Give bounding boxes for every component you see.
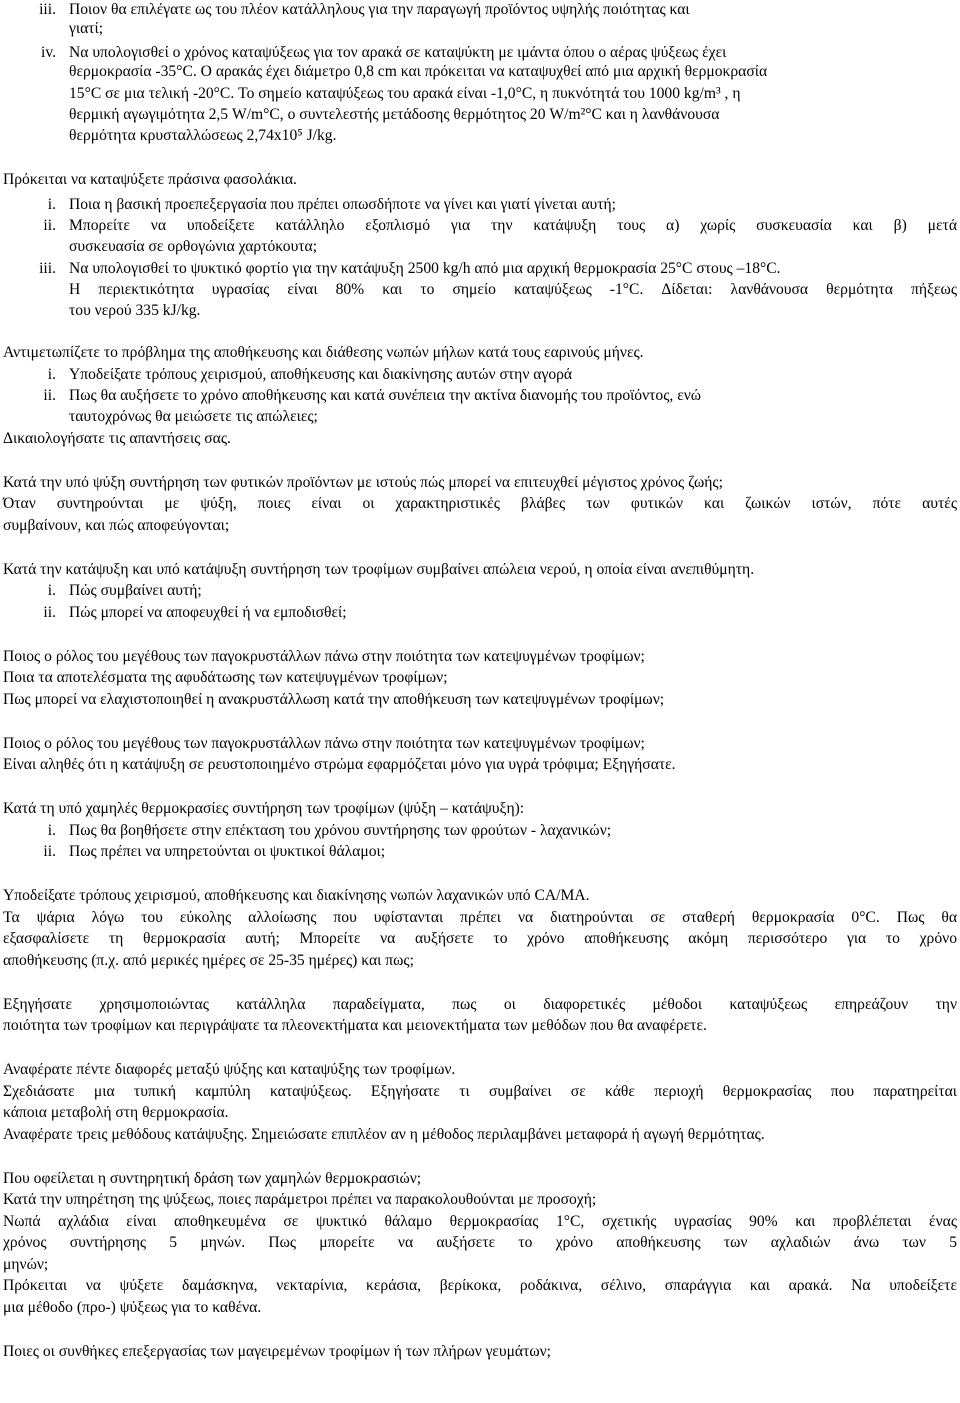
line-text: Δικαιολογήσατε τις απαντήσεις σας.: [3, 430, 231, 447]
line-text: συμβαίνουν, και πώς αποφεύγονται;: [3, 517, 230, 534]
line-text: Πρόκειται να ψύξετε δαμάσκηνα, νεκταρίνια, κεράσια, βερίκοκα, ροδάκινα, σέλινο, σπαράγγια και αρακά. Να υποδείξετε: [3, 1277, 957, 1294]
line-text: μηνών;: [3, 1256, 49, 1273]
line-text: Κατά την κατάψυξη και υπό κατάψυξη συντήρηση των τροφίμων συμβαίνει απώλεια νερού, η οποία είναι ανεπιθύμητη.: [3, 561, 755, 578]
line-text: Πρόκειται να καταψύξετε πράσινα φασολάκια.: [3, 171, 297, 188]
line-text: μια μέθοδο (προ-) ψύξεως για το καθένα.: [3, 1299, 262, 1316]
line-text: Υποδείξατε τρόπους χειρισμού, αποθήκευσης και διακίνησης αυτών στην αγορά: [69, 366, 573, 383]
line-text: Ποιον θα επιλέγατε ως του πλέον κατάλληλους για την παραγωγή προϊόντος υψηλής ποιότητας και: [69, 1, 690, 18]
line-text: Τα ψάρια λόγω του εύκολης αλλοίωσης που υφίστανται πρέπει να διατηρούνται σε σταθερή θερμοκρασία 0°C. Πως θα: [3, 909, 957, 926]
line-text: Σχεδιάσατε μια τυπική καμπύλη καταψύξεως. Εξηγήσατε τι συμβαίνει σε κάθε περιοχή θερμοκρασίας που παρατηρείται: [3, 1083, 957, 1100]
line-text: ποιότητα των τροφίμων και περιγράψατε τα πλεονεκτήματα και μειονεκτήματα των μεθόδων που θα αναφέρετε.: [3, 1017, 707, 1034]
line-text: Να υπολογισθεί ο χρόνος καταψύξεως για τον αρακά σε καταψύκτη με ιμάντα όπου ο αέρας ψύξεως έχει: [69, 44, 727, 61]
line-text: γιατί;: [69, 20, 104, 37]
line-text: συσκευασία σε ορθογώνια χαρτόκουτα;: [69, 238, 318, 255]
item-number: ii.: [43, 387, 56, 404]
line-text: θερμική αγωγιμότητα 2,5 W/m°C, ο συντελεστής μετάδοσης θερμότητος 20 W/m²°C και η λανθάνουσα: [69, 106, 720, 123]
line-text: 15°C σε μια τελική -20°C. Το σημείο καταψύξεως του αρακά είναι -1,0°C, η πυκνότητά του 1000 kg/m³ , η: [69, 85, 741, 102]
line-text: εξασφαλίσετε τη θερμοκρασία αυτή; Μπορείτε να αυξήσετε το χρόνο αποθήκευσης ακόμη περισσότερο για το χρόνο: [3, 930, 957, 947]
line-text: θερμότητα κρυσταλλώσεως 2,74x10⁵ J/kg.: [69, 127, 337, 144]
line-text: Αναφέρατε πέντε διαφορές μεταξύ ψύξης και καταψύξης των τροφίμων.: [3, 1061, 456, 1078]
line-text: Πως θα αυξήσετε το χρόνο αποθήκευσης και κατά συνέπεια την ακτίνα διανομής του προϊόντος, ενώ: [69, 387, 702, 404]
line-text: Πως θα βοηθήσετε στην επέκταση του χρόνου συντήρησης των φρούτων - λαχανικών;: [69, 822, 612, 839]
line-text: θερμοκρασία -35°C. Ο αρακάς έχει διάμετρο 0,8 cm και πρόκειται να καταψυχθεί από μια αρχική θερμοκρασία: [69, 63, 768, 80]
item-number: ii.: [43, 843, 56, 860]
line-text: κάποια μεταβολή στη θερμοκρασία.: [3, 1104, 229, 1121]
item-number: i.: [47, 582, 56, 599]
line-text: Ποιος ο ρόλος του μεγέθους των παγοκρυστάλλων πάνω στην ποιότητα των κατεψυγμένων τροφίμων;: [3, 735, 645, 752]
line-text: Αναφέρατε τρεις μεθόδους κατάψυξης. Σημειώσατε επιπλέον αν η μέθοδος περιλαμβάνει μεταφορά ή αγωγή θερμότητας.: [3, 1126, 765, 1143]
item-number: ii.: [43, 217, 56, 234]
line-text: Νωπά αχλάδια είναι αποθηκευμένα σε ψυκτικό θάλαμο θερμοκρασίας 1°C, σχετικής υγρασίας 90% και προβλέπεται ένας: [3, 1213, 957, 1230]
item-number: iii.: [39, 1, 56, 18]
line-text: Αντιμετωπίζετε το πρόβλημα της αποθήκευσης και διάθεσης νωπών μήλων κατά τους εαρινούς μήνες.: [3, 344, 644, 361]
line-text: Κατά την υπό ψύξη συντήρηση των φυτικών προϊόντων με ιστούς πώς μπορεί να επιτευχθεί μέγιστος χρόνος ζωής;: [3, 474, 723, 491]
line-text: Είναι αληθές ότι η κατάψυξη σε ρευστοποιημένο στρώμα εφαρμόζεται μόνο για υγρά τρόφιμα; Εξηγήσατε.: [3, 756, 676, 773]
line-text: Πώς μπορεί να αποφευχθεί ή να εμποδισθεί;: [69, 604, 347, 621]
item-number: ii.: [43, 604, 56, 621]
line-text: Να υπολογισθεί το ψυκτικό φορτίο για την κατάψυξη 2500 kg/h από μια αρχική θερμοκρασία 25°C στους –18°C.: [69, 260, 781, 277]
line-text: του νερού 335 kJ/kg.: [69, 302, 201, 319]
line-text: Ποιος ο ρόλος του μεγέθους των παγοκρυστάλλων πάνω στην ποιότητα των κατεψυγμένων τροφίμων;: [3, 648, 645, 665]
item-number: iii.: [39, 260, 56, 277]
line-text: ταυτοχρόνως θα μειώσετε τις απώλειες;: [69, 408, 318, 425]
item-number: i.: [47, 366, 56, 383]
line-text: Πως μπορεί να ελαχιστοποιηθεί η ανακρυστάλλωση κατά την αποθήκευση των κατεψυγμένων τροφίμων;: [3, 691, 665, 708]
line-text: Ποιες οι συνθήκες επεξεργασίας των μαγειρεμένων τροφίμων ή των πλήρων γευμάτων;: [3, 1343, 552, 1360]
line-text: Ποια τα αποτελέσματα της αφυδάτωσης των κατεψυγμένων τροφίμων;: [3, 669, 448, 686]
line-text: Πώς συμβαίνει αυτή;: [69, 582, 202, 599]
line-text: Που οφείλεται η συντηρητική δράση των χαμηλών θερμοκρασιών;: [3, 1170, 422, 1187]
line-text: Ποια η βασική προεπεξεργασία που πρέπει οπωσδήποτε να γίνει και γιατί γίνεται αυτή;: [69, 196, 617, 213]
item-number: i.: [47, 196, 56, 213]
item-number: i.: [47, 822, 56, 839]
line-text: αποθήκευσης (π.χ. από μερικές ημέρες σε 25-35 ημέρες) και πως;: [3, 952, 414, 969]
line-text: Όταν συντηρούνται με ψύξη, ποιες είναι οι χαρακτηριστικές βλάβες των φυτικών και ζωικών ιστών, πότε αυτές: [3, 495, 957, 512]
line-text: Υποδείξατε τρόπους χειρισμού, αποθήκευσης και διακίνησης νωπών λαχανικών υπό CA/MA.: [3, 887, 590, 904]
line-text: Πως πρέπει να υπηρετούνται οι ψυκτικοί θάλαμοι;: [69, 843, 386, 860]
line-text: Κατά τη υπό χαμηλές θερμοκρασίες συντήρηση των τροφίμων (ψύξη – κατάψυξη):: [3, 800, 525, 817]
line-text: χρόνος συντήρησης 5 μηνών. Πως μπορείτε να αυξήσετε το χρόνο αποθήκευσης των αχλαδιών άνω των 5: [3, 1234, 957, 1251]
line-text: Κατά την υπηρέτηση της ψύξεως, ποιες παράμετροι πρέπει να παρακολουθούνται με προσοχή;: [3, 1191, 597, 1208]
line-text: Μπορείτε να υποδείξετε κατάλληλο εξοπλισμό για την κατάψυξη τους α) χωρίς συσκευασία και β) μετά: [69, 217, 957, 234]
line-text: Η περιεκτικότητα υγρασίας είναι 80% και το σημείο καταψύξεως -1°C. Δίδεται: λανθάνουσα θερμότητα πήξεως: [69, 281, 957, 298]
line-text: Εξηγήσατε χρησιμοποιώντας κατάλληλα παραδείγματα, πως οι διαφορετικές μέθοδοι καταψύξεως επηρεάζουν την: [3, 996, 957, 1013]
item-number: iv.: [40, 44, 56, 61]
